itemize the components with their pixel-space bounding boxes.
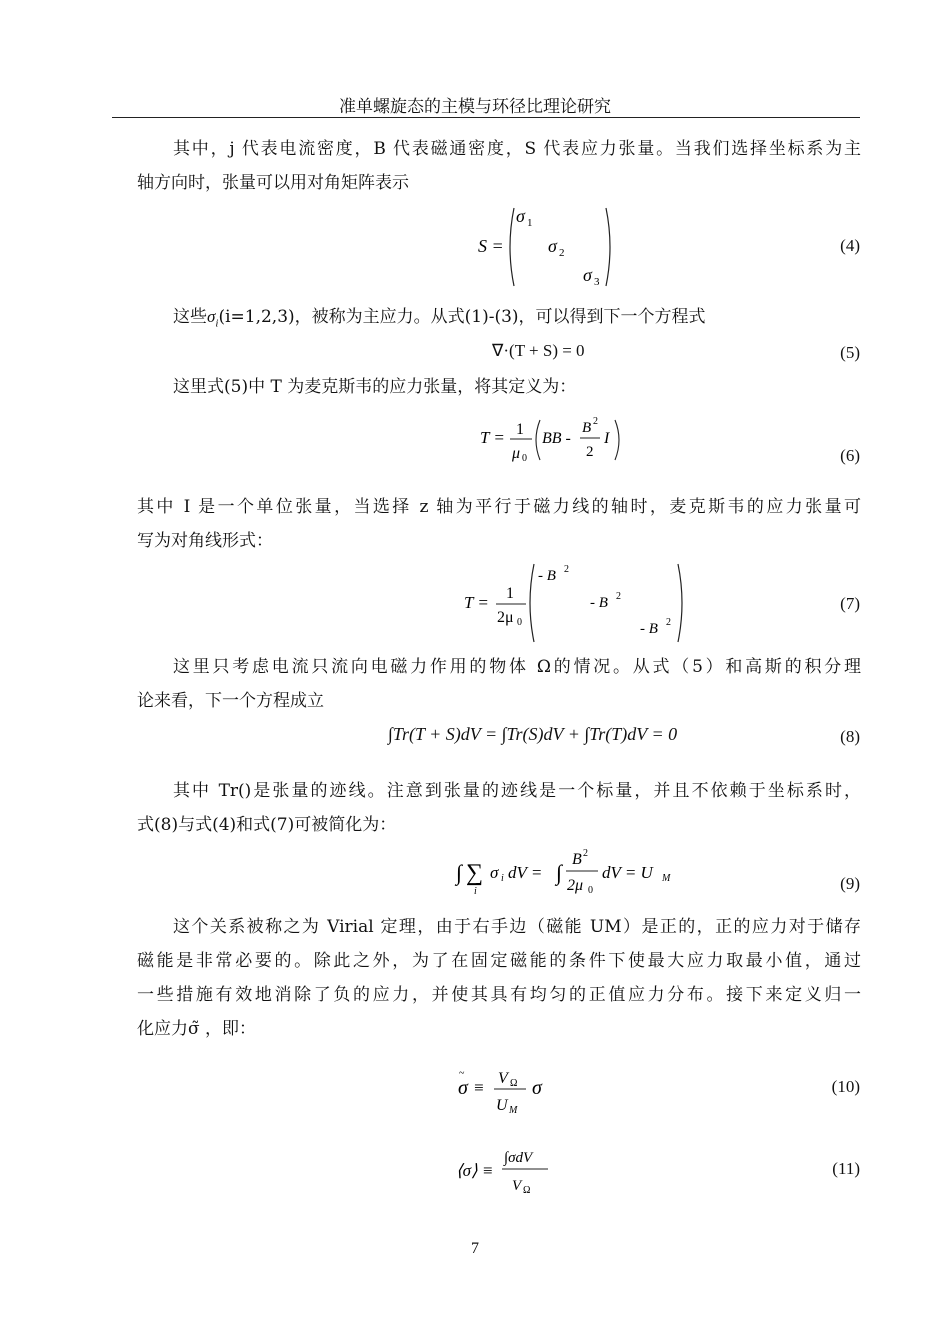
eq6-sq: 2 bbox=[593, 416, 598, 427]
eq7-lhs: T = bbox=[464, 593, 489, 612]
equation-9 bbox=[452, 846, 692, 902]
paragraph-1 bbox=[137, 132, 861, 200]
eq9-sigma: σ bbox=[490, 863, 499, 882]
integral-sign: ∫ bbox=[556, 860, 563, 885]
paragraph-line: 其中 I 是一个单位张量，当选择 z 轴为平行于磁力线的轴时，麦克斯韦的应力张量可 bbox=[137, 497, 861, 517]
left-paren bbox=[536, 420, 540, 460]
header-rule bbox=[112, 117, 860, 118]
right-bracket bbox=[678, 564, 682, 642]
paragraph-6 bbox=[137, 774, 861, 842]
sigma-3-index: 3 bbox=[594, 276, 600, 288]
right-paren bbox=[615, 420, 619, 460]
paragraph-line: 轴方向时，张量可以用对角矩阵表示 bbox=[137, 173, 409, 193]
eq11-den-sub: Ω bbox=[523, 1185, 531, 1196]
eq6-mu: μ bbox=[512, 445, 521, 462]
paragraph-line: 式(8)与式(4)和式(7)可被简化为： bbox=[137, 815, 397, 835]
equation-number: (6) bbox=[840, 446, 860, 465]
eq9-um: dV = U bbox=[602, 863, 653, 882]
eq6-identity: I bbox=[604, 430, 610, 447]
eq9-denominator: 2μ bbox=[567, 877, 584, 894]
eq6-two: 2 bbox=[586, 444, 594, 460]
eq7-diag-3: - B bbox=[640, 621, 658, 637]
eq10-den-sub: M bbox=[509, 1105, 518, 1116]
p2-rest: (i=1,2,3)，被称为主应力。从式(1)-(3)，可以得到下一个方程式 bbox=[218, 307, 706, 327]
sigma-3: σ bbox=[583, 265, 592, 285]
equation-number: (9) bbox=[840, 874, 860, 893]
equation-8: ∫Tr(T + S)dV = ∫Tr(S)dV + ∫Tr(T)dV = 0 bbox=[388, 724, 678, 744]
paragraph-line: 一些措施有效地消除了负的应力，并使其具有均匀的正值应力分布。接下来定义归一 bbox=[137, 985, 861, 1005]
eq10-num-sub: Ω bbox=[510, 1078, 518, 1089]
sigma-2: σ bbox=[548, 236, 557, 256]
paragraph-line: 这里只考虑电流只流向电磁力作用的物体 Ω的情况。从式（5）和高斯的积分理 bbox=[173, 657, 861, 677]
integral-sign: ∫ bbox=[456, 860, 463, 885]
equation-number: (11) bbox=[832, 1159, 860, 1178]
paragraph-line: 这个关系被称之为 Virial 定理，由于右手边（磁能 UM）是正的，正的应力对于储存 bbox=[173, 917, 861, 937]
equation-number: (7) bbox=[840, 594, 860, 613]
paragraph-line: 其中，j 代表电流密度，B 代表磁通密度，S 代表应力张量。当我们选择坐标系为主 bbox=[173, 139, 861, 159]
eq9-b: B bbox=[572, 851, 582, 868]
eq6-lhs: T = bbox=[480, 428, 505, 447]
eq7-den-sub: 0 bbox=[517, 617, 522, 628]
left-bracket bbox=[510, 208, 514, 286]
eq9-sigma-sub: i bbox=[501, 873, 504, 884]
paragraph-5 bbox=[137, 650, 861, 718]
eq11-lhs: ⟨σ⟩ ≡ bbox=[456, 1161, 494, 1180]
equation-7 bbox=[460, 560, 690, 646]
summation-sign: ∑ bbox=[466, 860, 484, 886]
sigma-symbol: σ bbox=[207, 307, 216, 326]
sigma-2-index: 2 bbox=[559, 247, 565, 259]
paragraph-line: 化应力σ̃ ，即： bbox=[137, 1019, 257, 1039]
paragraph-4 bbox=[137, 490, 861, 558]
equation-5: ∇·(T + S) = 0 bbox=[492, 341, 585, 360]
paragraph-7 bbox=[137, 910, 861, 1046]
paragraph-line: 论来看，下一个方程成立 bbox=[137, 691, 324, 711]
running-header: 准单螺旋态的主模与环径比理论研究 bbox=[339, 97, 611, 117]
paragraph-3 bbox=[137, 370, 861, 404]
sum-index: i bbox=[474, 886, 477, 897]
equation-number: (8) bbox=[840, 727, 860, 746]
paragraph-line: 磁能是非常必要的。除此之外，为了在固定磁能的条件下使最大应力取最小值，通过 bbox=[137, 951, 861, 971]
eq7-diag-1: - B bbox=[538, 568, 556, 584]
eq11-numerator: ∫σdV bbox=[504, 1150, 533, 1166]
equation-number: (10) bbox=[831, 1077, 860, 1096]
left-bracket bbox=[530, 564, 534, 642]
equiv-sign: ≡ bbox=[474, 1078, 484, 1097]
sigma-1-index: 1 bbox=[527, 217, 533, 229]
paragraph-line: 其中 Tr()是张量的迹线。注意到张量的迹线是一个标量，并且不依赖于坐标系时， bbox=[173, 781, 861, 801]
equation-number: (4) bbox=[840, 236, 860, 255]
eq7-denominator: 2μ bbox=[497, 609, 514, 626]
paragraph-line bbox=[137, 300, 861, 340]
eq4-lhs: S = bbox=[478, 236, 504, 256]
eq9-dv: dV = bbox=[508, 863, 543, 882]
paragraph-line: 这里式(5)中 T 为麦克斯韦的应力张量，将其定义为： bbox=[173, 377, 577, 397]
eq7-sq-2: 2 bbox=[616, 591, 621, 602]
eq7-numerator: 1 bbox=[506, 585, 514, 602]
paragraph-2 bbox=[137, 300, 861, 340]
equation-number: (5) bbox=[840, 343, 860, 362]
p2-prefix: 这些 bbox=[173, 307, 207, 327]
eq7-sq-3: 2 bbox=[666, 617, 671, 628]
eq10-numerator: V bbox=[498, 1070, 508, 1087]
eq6-mu-sub: 0 bbox=[522, 453, 527, 464]
tilde-mark: ~ bbox=[459, 1068, 465, 1079]
equation-6 bbox=[476, 412, 636, 468]
sigma-index: i bbox=[215, 317, 219, 330]
eq9-um-sub: M bbox=[662, 873, 671, 884]
equation-10 bbox=[452, 1064, 562, 1118]
eq7-sq-1: 2 bbox=[564, 564, 569, 575]
eq10-rhs: σ bbox=[532, 1077, 542, 1099]
eq9-den-sub: 0 bbox=[588, 885, 593, 896]
eq10-denominator: U bbox=[496, 1097, 508, 1114]
eq9-sq: 2 bbox=[583, 848, 588, 859]
page-number: 7 bbox=[471, 1240, 479, 1257]
eq11-denominator: V bbox=[512, 1178, 522, 1194]
right-bracket bbox=[606, 208, 610, 286]
eq6-b: B bbox=[582, 420, 592, 436]
eq6-bb: BB - bbox=[542, 430, 571, 447]
eq7-diag-2: - B bbox=[590, 595, 608, 611]
eq10-sigma: σ bbox=[458, 1077, 468, 1099]
eq6-numerator: 1 bbox=[516, 421, 524, 438]
paragraph-line: 写为对角线形式： bbox=[137, 531, 273, 551]
sigma-1: σ bbox=[516, 206, 525, 226]
equation-4 bbox=[470, 202, 630, 292]
equation-11 bbox=[452, 1142, 572, 1200]
